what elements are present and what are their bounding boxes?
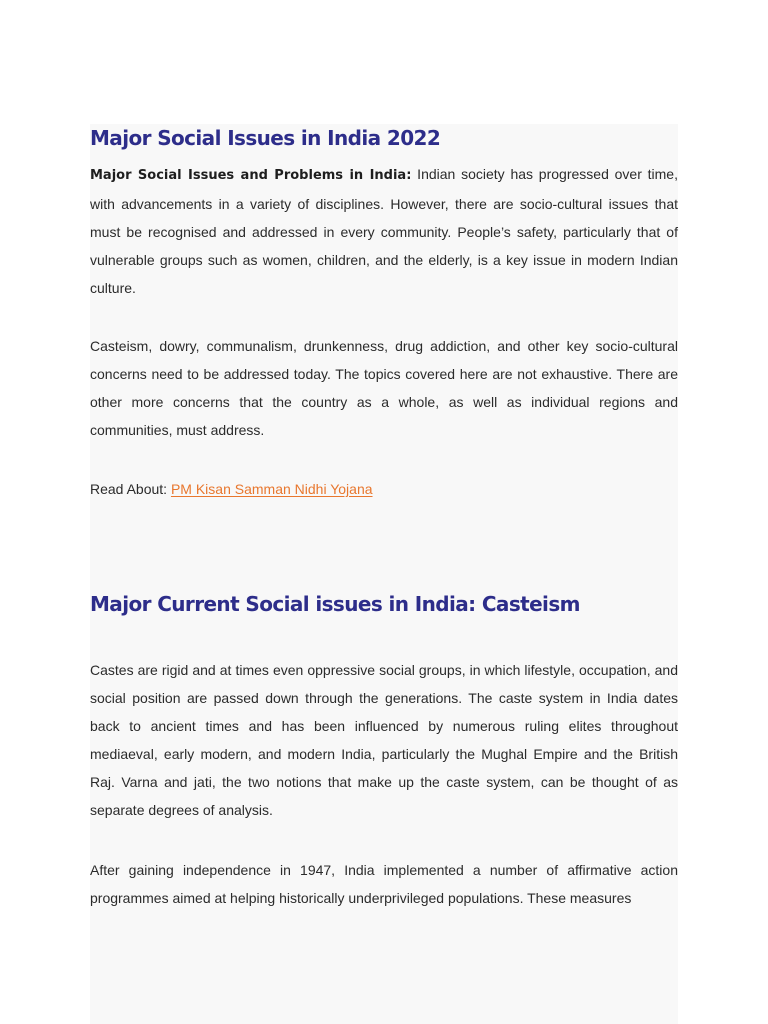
section-heading: Major Current Social issues in India: Casteism bbox=[90, 592, 580, 616]
article-body bbox=[90, 124, 678, 1024]
read-about-label: Read About: bbox=[90, 481, 171, 497]
independence-paragraph: After gaining independence in 1947, India implemented a number of affirmative action programmes aimed at helping historically underprivileged populations. These measures bbox=[90, 862, 678, 906]
intro-text: Indian society has progressed over time, with advancements in a variety of disciplines. However, there are socio-cultural issues that must be recognised and addressed in every community. People’s safety, particularly that of vulnerable groups such as women, children, and the elderly, is a key issue in modern Indian culture. bbox=[90, 166, 678, 296]
intro-paragraph bbox=[90, 160, 678, 302]
caste-paragraph: Castes are rigid and at times even oppressive social groups, in which lifestyle, occupation, and social position are passed down through the generations. The caste system in India dates back to ancient times and has been influenced by numerous ruling elites throughout mediaeval, early modern, and modern India, particularly the Mughal Empire and the British Raj. Varna and jati, the two notions that make up the caste system, can be thought of as separate degrees of analysis. bbox=[90, 662, 678, 818]
article-title: Major Social Issues in India 2022 bbox=[90, 126, 441, 150]
read-about-line bbox=[90, 475, 678, 503]
read-about-link[interactable]: PM Kisan Samman Nidhi Yojana bbox=[170, 481, 373, 497]
casteism-overview-paragraph: Casteism, dowry, communalism, drunkenness, drug addiction, and other key socio-cultural concerns need to be addressed today. The topics covered here are not exhaustive. There are other more concerns that the country as a whole, as well as individual regions and communities, must address. bbox=[90, 338, 678, 438]
intro-lead: Major Social Issues and Problems in India: bbox=[90, 168, 412, 183]
